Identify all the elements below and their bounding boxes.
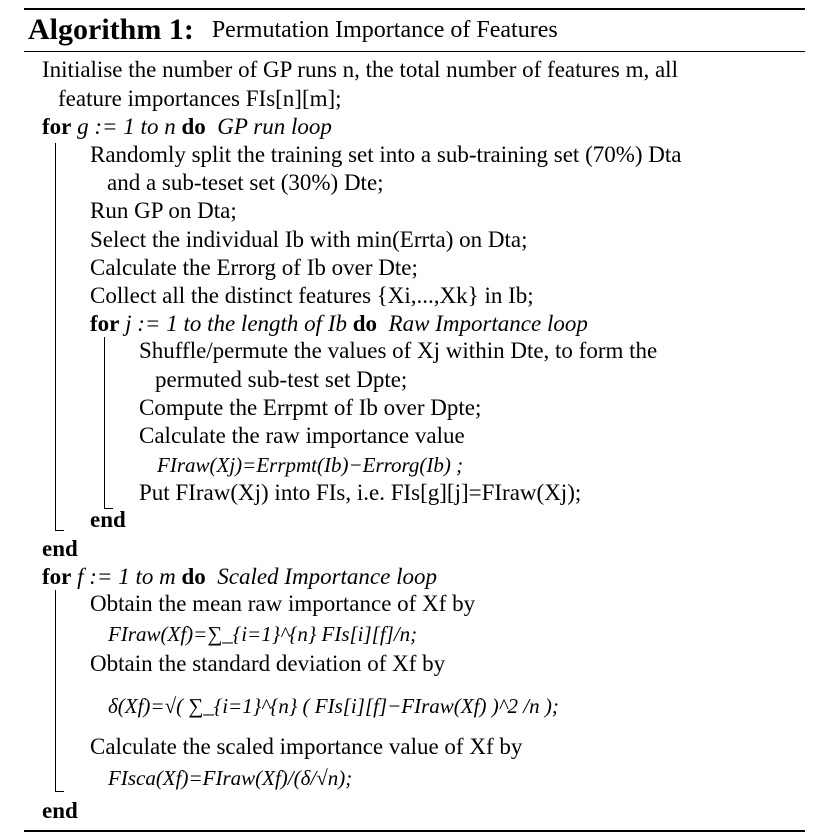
init-line-2: feature importances FIs[n][m]; [58, 86, 342, 111]
algorithm-label: Algorithm 1: [28, 13, 194, 46]
calc-raw-line: Calculate the raw importance value [139, 423, 465, 448]
collect-line: Collect all the distinct features {Xi,...,Xk} in Ib; [90, 283, 534, 308]
for-j-comment: Raw Importance loop [388, 311, 588, 336]
run-gp-line: Run GP on Dta; [90, 198, 237, 223]
for-g-comment: GP run loop [217, 114, 332, 139]
for-keyword: for [90, 311, 120, 336]
algorithm-title: Permutation Importance of Features [211, 16, 558, 43]
for-f-range: f := 1 to m [77, 564, 176, 589]
for-f-comment: Scaled Importance loop [217, 564, 437, 589]
select-line: Select the individual Ib with min(Errta) on Dta; [90, 227, 528, 252]
algorithm-caption [28, 10, 558, 50]
std-text-line: Obtain the standard deviation of Xf by [90, 651, 446, 676]
calc-err-line: Calculate the Errorg of Ib over Dte; [90, 255, 418, 280]
split-line-2: and a sub-teset set (30%) Dte; [107, 170, 384, 195]
mean-text-line: Obtain the mean raw importance of Xf by [90, 591, 476, 616]
raw-formula: FIraw(Xj)=Errpmt(Ib)−Errorg(Ib) ; [157, 453, 464, 477]
for-j-block-bar [104, 337, 105, 509]
compute-line: Compute the Errpmt of Ib over Dpte; [139, 395, 482, 420]
shuffle-line-1: Shuffle/permute the values of Xj within Dte, to form the [139, 338, 658, 363]
end-for-j: end [90, 507, 126, 532]
for-keyword: for [42, 564, 72, 589]
for-g-block-tick [55, 530, 64, 531]
for-f-line [42, 563, 437, 591]
for-keyword: for [42, 114, 72, 139]
scaled-text-line: Calculate the scaled importance value of Xf by [90, 734, 523, 759]
std-formula: δ(Xf)=√( ∑_{i=1}^{n} ( FIs[i][f]−FIraw(Xf) )^2 /n ); [108, 694, 559, 718]
init-line-1: Initialise the number of GP runs n, the total number of features m, all [42, 57, 678, 82]
for-g-block-bar [55, 143, 56, 531]
for-j-line [90, 310, 588, 338]
for-f-block-bar [55, 590, 56, 792]
mean-formula: FIraw(Xf)=∑_{i=1}^{n} FIs[i][f]/n; [108, 622, 418, 646]
for-g-line [42, 113, 332, 141]
put-line: Put FIraw(Xj) into FIs, i.e. FIs[g][j]=FIraw(Xj); [139, 480, 582, 505]
shuffle-line-2: permuted sub-test set Dpte; [155, 367, 408, 392]
do-keyword: do [352, 311, 378, 336]
for-f-block-tick [55, 791, 64, 792]
for-j-range: j := 1 to the length of Ib [125, 311, 347, 336]
end-for-f: end [42, 798, 78, 823]
do-keyword: do [181, 114, 206, 139]
scaled-formula: FIsca(Xf)=FIraw(Xf)/(δ/√n); [108, 766, 353, 790]
caption-rule [24, 51, 805, 52]
split-line-1: Randomly split the training set into a sub-training set (70%) Dta [90, 142, 682, 167]
for-g-range: g := 1 to n [77, 114, 176, 139]
end-for-g: end [42, 536, 78, 561]
bottom-rule [24, 830, 805, 832]
do-keyword: do [181, 564, 206, 589]
